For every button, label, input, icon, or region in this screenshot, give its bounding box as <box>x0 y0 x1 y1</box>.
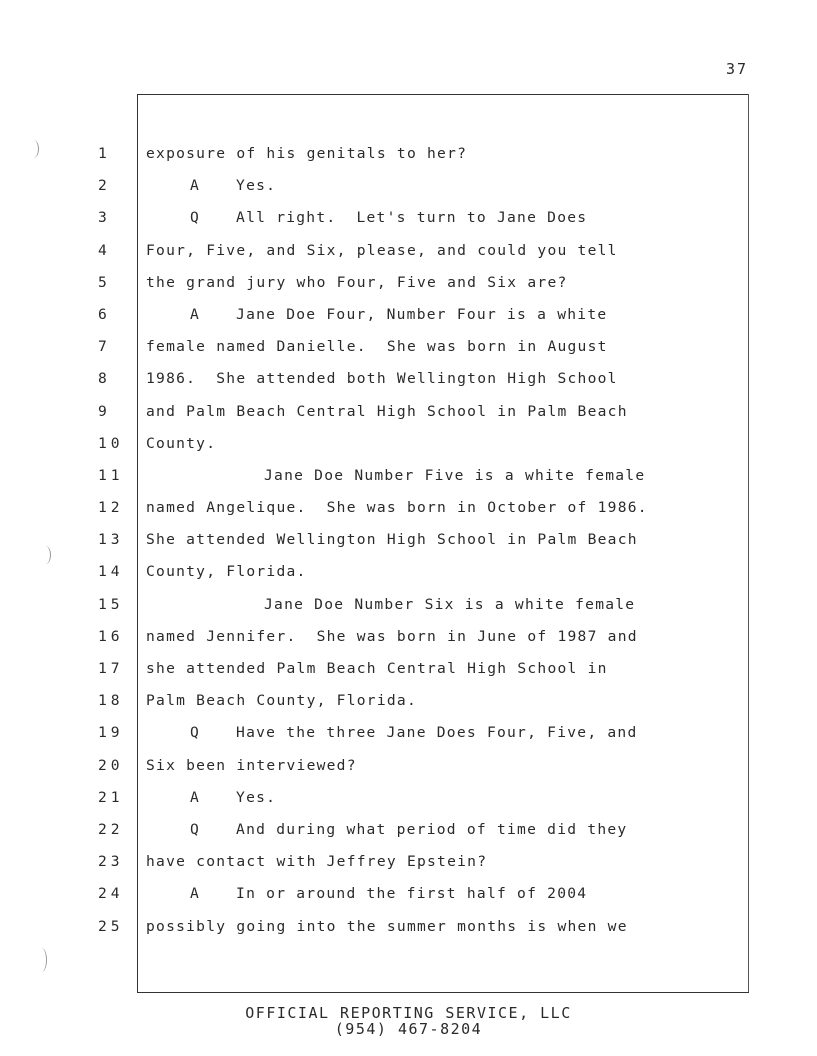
reporting-company: OFFICIAL REPORTING SERVICE, LLC <box>245 1004 572 1022</box>
line-number: 3 <box>98 209 111 227</box>
line-number: 7 <box>98 338 111 356</box>
line-text: Four, Five, and Six, please, and could you tell <box>146 241 618 259</box>
frame-left-border <box>137 94 138 992</box>
line-number: 8 <box>98 370 111 388</box>
line-text: possibly going into the summer months is when we <box>146 917 628 935</box>
line-number: 11 <box>98 466 124 484</box>
line-text: County. <box>146 434 217 452</box>
transcript-line <box>146 782 746 814</box>
line-text: female named Danielle. She was born in August <box>146 338 608 356</box>
line-number: 13 <box>98 531 124 549</box>
speaker-mark: A <box>190 788 201 806</box>
speaker-mark: Q <box>190 209 201 227</box>
scan-mark-icon <box>28 140 39 158</box>
line-number: 25 <box>98 917 124 935</box>
transcript-line <box>146 878 746 910</box>
line-text: 1986. She attended both Wellington High School <box>146 370 618 388</box>
transcript-line <box>146 170 746 202</box>
line-number: 2 <box>98 177 111 195</box>
line-number: 22 <box>98 820 124 838</box>
scan-mark-icon <box>36 948 47 972</box>
frame-top-border <box>137 94 749 95</box>
line-number: 24 <box>98 885 124 903</box>
line-text: County, Florida. <box>146 563 307 581</box>
transcript-line <box>146 299 746 331</box>
line-text: Yes. <box>236 788 277 806</box>
speaker-mark: A <box>190 177 201 195</box>
transcript-line <box>146 685 746 717</box>
line-number: 10 <box>98 434 124 452</box>
speaker-mark: Q <box>190 724 201 742</box>
line-number: 12 <box>98 499 124 517</box>
line-text: named Angelique. She was born in October of 1986. <box>146 499 648 517</box>
line-text: Jane Doe Four, Number Four is a white <box>236 305 608 323</box>
line-text: Yes. <box>236 177 277 195</box>
transcript-line <box>146 814 746 846</box>
line-number: 18 <box>98 692 124 710</box>
line-text: All right. Let's turn to Jane Does <box>236 209 588 227</box>
transcript-line <box>146 524 746 556</box>
transcript-line <box>146 589 746 621</box>
line-text: the grand jury who Four, Five and Six are? <box>146 273 568 291</box>
line-number: 9 <box>98 402 111 420</box>
line-number: 16 <box>98 627 124 645</box>
line-text: and Palm Beach Central High School in Palm Beach <box>146 402 628 420</box>
line-text: Jane Doe Number Five is a white female <box>264 466 646 484</box>
line-text: exposure of his genitals to her? <box>146 145 468 162</box>
line-number: 1 <box>98 145 111 162</box>
transcript-line <box>146 396 746 428</box>
line-number: 20 <box>98 756 124 774</box>
frame-bottom-border <box>137 992 749 993</box>
line-number: 14 <box>98 563 124 581</box>
transcript-line <box>146 556 746 588</box>
frame-right-border <box>748 94 749 992</box>
transcript-line <box>146 492 746 524</box>
transcript-line <box>146 202 746 234</box>
transcript-line <box>146 911 746 943</box>
transcript-line <box>146 428 746 460</box>
line-text: named Jennifer. She was born in June of 1987 and <box>146 627 638 645</box>
transcript-line <box>146 267 746 299</box>
line-text: She attended Wellington High School in Palm Beach <box>146 531 638 549</box>
transcript-line <box>146 846 746 878</box>
line-text: Palm Beach County, Florida. <box>146 692 417 710</box>
transcript-line <box>146 235 746 267</box>
line-text: Have the three Jane Does Four, Five, and <box>236 724 638 742</box>
transcript-line <box>146 750 746 782</box>
page-footer <box>0 1005 817 1037</box>
line-number: 19 <box>98 724 124 742</box>
line-number: 21 <box>98 788 124 806</box>
line-number: 5 <box>98 273 111 291</box>
transcript-line <box>146 138 746 170</box>
line-text: have contact with Jeffrey Epstein? <box>146 853 488 871</box>
page-number: 37 <box>726 60 749 78</box>
transcript-line <box>146 363 746 395</box>
line-number: 23 <box>98 853 124 871</box>
line-text: Jane Doe Number Six is a white female <box>264 595 636 613</box>
transcript-line <box>146 653 746 685</box>
speaker-mark: Q <box>190 820 201 838</box>
line-number-column <box>98 138 134 943</box>
line-text: she attended Palm Beach Central High School in <box>146 660 608 677</box>
transcript-line <box>146 621 746 653</box>
line-number: 6 <box>98 305 111 323</box>
line-text: Six been interviewed? <box>146 756 357 774</box>
line-number: 15 <box>98 595 124 613</box>
speaker-mark: A <box>190 305 201 323</box>
transcript-body <box>146 138 746 943</box>
line-text: In or around the first half of 2004 <box>236 885 588 903</box>
transcript-line <box>146 331 746 363</box>
transcript-line <box>146 460 746 492</box>
speaker-mark: A <box>190 885 201 903</box>
scan-mark-icon <box>40 546 51 564</box>
line-number: 4 <box>98 241 111 259</box>
transcript-line <box>146 717 746 749</box>
line-text: And during what period of time did they <box>236 820 628 838</box>
line-number: 17 <box>98 660 124 677</box>
reporting-phone: (954) 467-8204 <box>334 1020 483 1038</box>
